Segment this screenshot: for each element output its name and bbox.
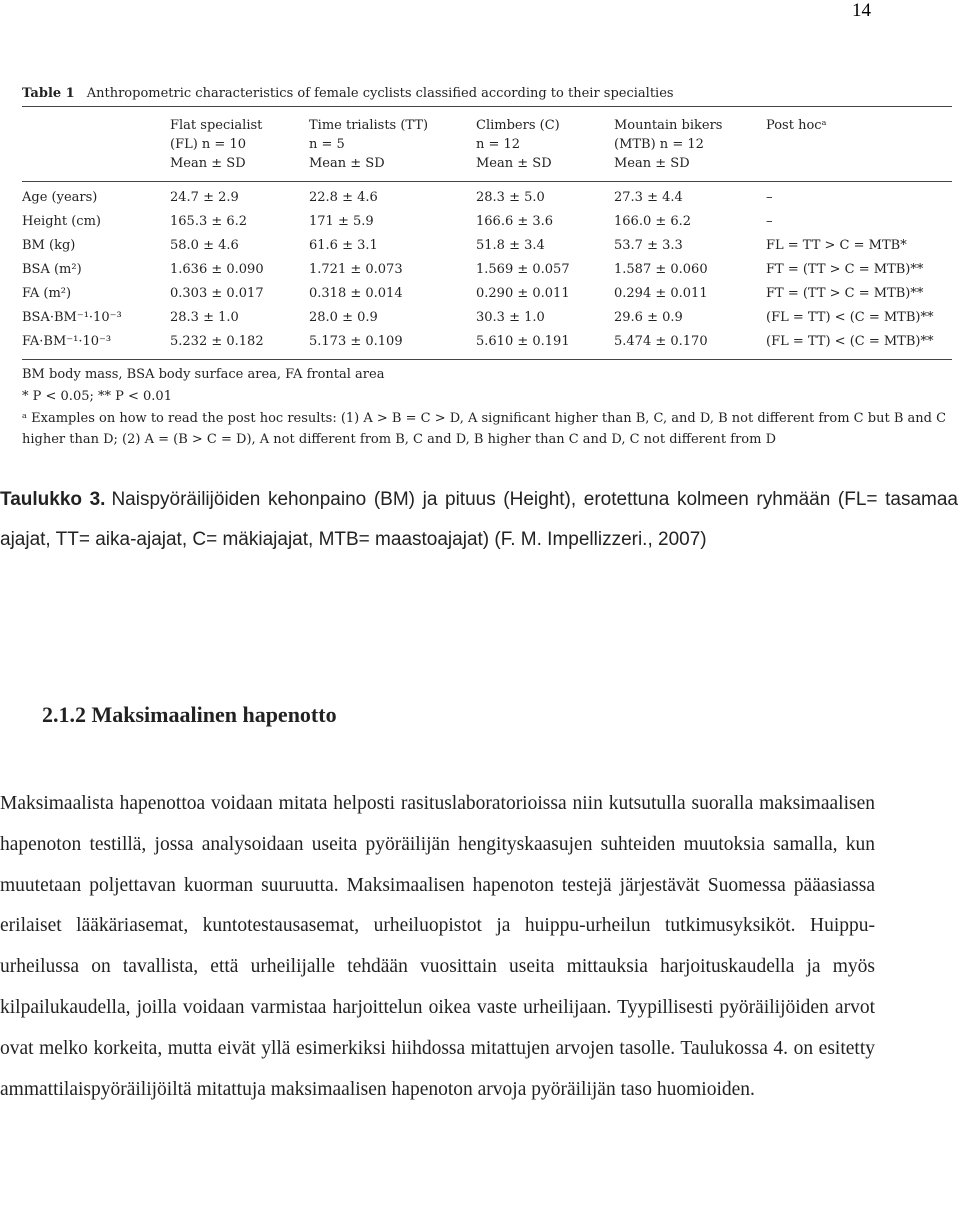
header-flat-specialist: Flat specialist (FL) n = 10 Mean ± SD xyxy=(170,118,263,171)
cell-mtb: 29.6 ± 0.9 xyxy=(614,310,683,325)
caption-label: Taulukko 3. xyxy=(0,489,106,510)
header-climbers: Climbers (C) n = 12 Mean ± SD xyxy=(476,118,560,171)
cell-tt: 22.8 ± 4.6 xyxy=(309,190,378,205)
cell-mtb: 1.587 ± 0.060 xyxy=(614,262,708,277)
cell-mtb: 166.0 ± 6.2 xyxy=(614,214,692,229)
cell-posthoc: – xyxy=(766,190,773,205)
cell-fl: 24.7 ± 2.9 xyxy=(170,190,239,205)
cell-tt: 0.318 ± 0.014 xyxy=(309,286,403,301)
significance-note: * P < 0.05; ** P < 0.01 xyxy=(22,389,172,404)
cell-tt: 5.173 ± 0.109 xyxy=(309,334,403,349)
cell-posthoc: – xyxy=(766,214,773,229)
cell-c: 1.569 ± 0.057 xyxy=(476,262,570,277)
cell-tt: 1.721 ± 0.073 xyxy=(309,262,403,277)
table-row xyxy=(22,258,952,282)
cell-posthoc: FL = TT > C = MTB* xyxy=(766,238,907,253)
cell-c: 5.610 ± 0.191 xyxy=(476,334,570,349)
cell-c: 51.8 ± 3.4 xyxy=(476,238,545,253)
cell-mtb: 0.294 ± 0.011 xyxy=(614,286,708,301)
table-notes xyxy=(22,364,952,450)
table-header xyxy=(22,116,952,176)
cell-posthoc: FT = (TT > C = MTB)** xyxy=(766,286,924,301)
body-paragraph: Maksimaalista hapenottoa voidaan mitata helposti rasituslaboratorioissa niin kutsutulla suoralla maksimaalisen hapenoton testillä, jossa analysoidaan useita pyöräilijän hengityskaasujen suhteiden muutoksia samalla, kun muutetaan poljettavan kuorman suuruutta. Maksimaalisen hapenoton testejä järjestävät Suomessa pääasiassa erilaiset lääkäriasemat, kuntotestausasemat, urheiluopistot ja huippu-urheilun tutkimusyksiköt. Huippu-urheilussa on tavallista, että urheilijalle tehdään vuosittain useita mittauksia harjoituskaudella ja myös kilpailukaudella, joilla voidaan varmistaa harjoittelun oikea vaste urheilijaan. Tyypillisesti pyöräilijöiden arvot ovat melko korkeita, mutta eivät yllä esimerkiksi hiihdossa mitattujen arvojen tasolle. Taulukossa 4. on esitetty ammattilaispyöräilijöiltä mitattuja maksimaalisen hapenoton arvoja pyöräilijän taso huomioiden. xyxy=(0,793,875,1100)
table-row xyxy=(22,234,952,258)
table-figure xyxy=(22,82,952,447)
post-hoc-footnote: ᵃ Examples on how to read the post hoc results: (1) A > B = C > D, A significant higher than B, C, and D, B not different from C but B and C higher than D; (2) A = (B > C = D), A not different from B, C and D, B higher than C and D, C not different from D xyxy=(22,411,947,447)
page-number: 14 xyxy=(852,0,871,21)
row-label: BSA·BM⁻¹·10⁻³ xyxy=(22,310,122,325)
cell-c: 166.6 ± 3.6 xyxy=(476,214,554,229)
table-row xyxy=(22,306,952,330)
caption-text: Naispyöräilijöiden kehonpaino (BM) ja pituus (Height), erotettuna kolmeen ryhmään (FL= tasamaa ajajat, TT= aika-ajajat, C= mäkiajajat, MTB= maastoajajat) (F. M. Impellizzeri., 2007) xyxy=(0,489,958,550)
abbreviations-note: BM body mass, BSA body surface area, FA frontal area xyxy=(22,367,385,382)
cell-fl: 58.0 ± 4.6 xyxy=(170,238,239,253)
header-time-trialists: Time trialists (TT) n = 5 Mean ± SD xyxy=(309,118,429,171)
cell-mtb: 27.3 ± 4.4 xyxy=(614,190,683,205)
cell-posthoc: (FL = TT) < (C = MTB)** xyxy=(766,334,934,349)
row-label: FA·BM⁻¹·10⁻³ xyxy=(22,334,112,349)
row-label: FA (m²) xyxy=(22,286,72,301)
table-rule-mid xyxy=(22,181,952,182)
table-caption-text: Anthropometric characteristics of female cyclists classified according to their specialties xyxy=(86,86,674,101)
cell-posthoc: FT = (TT > C = MTB)** xyxy=(766,262,924,277)
table-caption xyxy=(22,82,952,106)
cell-tt: 28.0 ± 0.9 xyxy=(309,310,378,325)
cell-fl: 165.3 ± 6.2 xyxy=(170,214,248,229)
row-label: BSA (m²) xyxy=(22,262,82,277)
table-row xyxy=(22,330,952,354)
row-label: Age (years) xyxy=(22,190,98,205)
cell-fl: 28.3 ± 1.0 xyxy=(170,310,239,325)
cell-fl: 0.303 ± 0.017 xyxy=(170,286,264,301)
row-label: Height (cm) xyxy=(22,214,101,229)
cell-fl: 1.636 ± 0.090 xyxy=(170,262,264,277)
table-row xyxy=(22,186,952,210)
cell-c: 0.290 ± 0.011 xyxy=(476,286,570,301)
cell-mtb: 5.474 ± 0.170 xyxy=(614,334,708,349)
table-rule-top xyxy=(22,106,952,107)
header-post-hoc: Post hocᵃ xyxy=(766,118,827,133)
section-heading: 2.1.2 Maksimaalinen hapenotto xyxy=(42,702,337,727)
row-label: BM (kg) xyxy=(22,238,76,253)
cell-posthoc: (FL = TT) < (C = MTB)** xyxy=(766,310,934,325)
table-body xyxy=(22,186,952,354)
cell-c: 28.3 ± 5.0 xyxy=(476,190,545,205)
table-row xyxy=(22,210,952,234)
table-rule-bottom xyxy=(22,359,952,360)
table-row xyxy=(22,282,952,306)
table-caption-number: Table 1 xyxy=(22,86,75,101)
table-caption-finnish xyxy=(0,480,958,560)
cell-tt: 171 ± 5.9 xyxy=(309,214,374,229)
cell-tt: 61.6 ± 3.1 xyxy=(309,238,378,253)
cell-mtb: 53.7 ± 3.3 xyxy=(614,238,683,253)
cell-fl: 5.232 ± 0.182 xyxy=(170,334,264,349)
header-mountain-bikers: Mountain bikers (MTB) n = 12 Mean ± SD xyxy=(614,118,723,171)
cell-c: 30.3 ± 1.0 xyxy=(476,310,545,325)
